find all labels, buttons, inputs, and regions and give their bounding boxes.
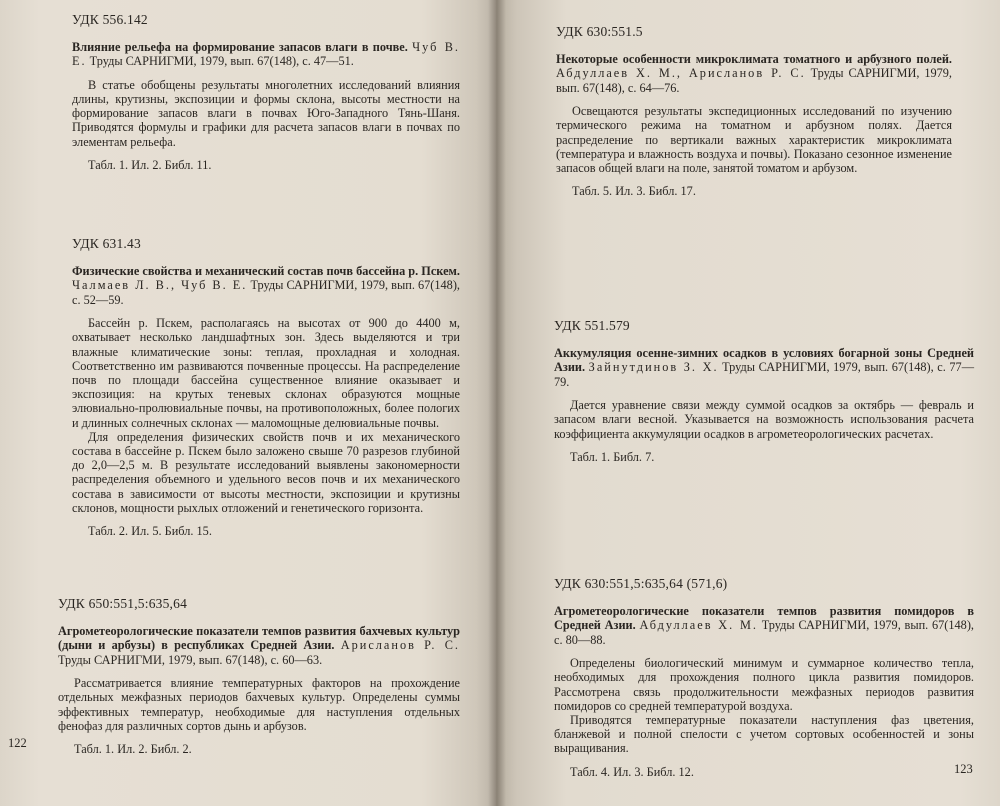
entry-refs: Табл. 2. Ил. 5. Библ. 15. — [88, 524, 212, 539]
entry-source: Труды САРНИГМИ, 1979, вып. 67(148), с. 80—88. — [554, 618, 975, 647]
entry-refs: Табл. 1. Библ. 7. — [570, 449, 655, 464]
entry-refs: Табл. 1. Ил. 2. Библ. 2. — [74, 742, 192, 757]
udc-code: УДК 650:551,5:635,64 — [58, 596, 188, 611]
book-gutter — [488, 0, 506, 806]
page-number: 122 — [8, 736, 27, 750]
page-number: 123 — [954, 762, 973, 776]
abstract-entry — [58, 596, 460, 757]
entry-heading — [58, 624, 460, 667]
abstract-entry — [554, 576, 974, 780]
entry-title: Влияние рельефа на формирование запасов влаги в почве. — [72, 40, 408, 54]
entry-source: Труды САРНИГМИ, 1979, вып. 67(148), с. 77—79. — [554, 360, 975, 389]
entry-source: Труды САРНИГМИ, 1979, вып. 67(148), с. 52—59. — [72, 278, 460, 307]
entry-refs: Табл. 5. Ил. 3. Библ. 17. — [572, 184, 696, 199]
entry-abstract: Для определения физических свойств почв и их механического состава в бассейне р. Пскем было заложено свыше 70 разрезов глубиной до 2,0—2,5 м. В результате исследований выявлены закономерности распределения объемного и удельного весов почв и их механического состава в зависимости от высоты местности, экспозиции и крутизны склонов, мощности рыхлых отложений и генетического горизонта. — [72, 429, 460, 515]
entry-authors: Зайнутдинов З. Х. — [588, 360, 719, 375]
right-page — [496, 0, 1000, 806]
entry-title: Аккумуляция осенне-зимних осадков в условиях богарной зоны Средней Азии. — [554, 346, 974, 375]
entry-authors: Арисланов Р. С. — [340, 638, 461, 653]
entry-authors: Абдуллаев Х. М., Арисланов Р. С. — [556, 66, 806, 81]
entry-refs: Табл. 4. Ил. 3. Библ. 12. — [570, 764, 694, 779]
udc-code: УДК 556.142 — [72, 12, 148, 27]
entry-abstract: Дается уравнение связи между суммой осадков за октябрь — февраль и запасом влаги весной. Указывается на возможность использования расчета коэффициента аккумуляции осадков в агрометеорологических расчетах. — [554, 398, 974, 441]
entry-abstract: Приводятся температурные показатели наступления фаз цветения, бланжевой и полной спелости с учетом сортовых особенностей и зоны выращивания. — [554, 713, 974, 756]
entry-abstract: Рассматривается влияние температурных факторов на прохождение отдельных межфазных периодов бахчевых культур. Определены суммы эффективных температур, необходимые для наступления отдельных фенофаз для различных сортов дынь и арбузов. — [58, 676, 460, 733]
entry-title: Агрометеорологические показатели темпов развития помидоров в Средней Азии. — [554, 604, 974, 633]
entry-source: Труды САРНИГМИ, 1979, вып. 67(148), с. 64—76. — [556, 66, 953, 95]
entry-authors: Абдуллаев Х. М. — [639, 618, 758, 633]
abstract-entry — [554, 318, 974, 465]
entry-source: Труды САРНИГМИ, 1979, вып. 67(148), с. 47—51. — [89, 54, 354, 69]
entry-heading — [72, 40, 460, 69]
udc-code: УДК 630:551.5 — [556, 24, 643, 39]
abstract-entry — [72, 12, 460, 173]
entry-abstract: Освещаются результаты экспедиционных исследований по изучению термического режима на томатном и арбузном полях. Дается распределение по вертикали важных характеристик микроклимата (температура и влажность воздуха и почвы). Показано сезонное изменение запасов общей влаги на поле, занятой томатом и арбузом. — [556, 104, 952, 176]
udc-code: УДК 631.43 — [72, 236, 141, 251]
entry-abstract: Бассейн р. Пскем, располагаясь на высотах от 900 до 4400 м, охватывает несколько ландшафтных зон. Здесь выделяются и три влажные климатические зоны: теплая, прохладная и холодная. Соответственно им развиваются почвенные процессы. На распределение почв по площади бассейна существенное влияние оказывает и экспозиция: на крутых теневых склонах образуются мощные элювиально-пролювиальные почвы, на противоположных, более пологих и длинных солнечных склонах — маломощные делювиальные почвы. — [72, 316, 460, 430]
udc-code: УДК 630:551,5:635,64 (571,6) — [554, 576, 728, 591]
entry-authors: Чалмаев Л. В., Чуб В. Е. — [72, 278, 248, 293]
abstract-entry — [556, 24, 952, 199]
entry-heading — [554, 346, 974, 389]
entry-heading — [554, 604, 974, 647]
entry-title: Физические свойства и механический состав почв бассейна р. Пскем. — [72, 264, 460, 278]
left-page — [0, 0, 496, 806]
entry-title: Некоторые особенности микроклимата томатного и арбузного полей. — [556, 52, 952, 66]
entry-title: Агрометеорологические показатели темпов развития бахчевых культур (дыни и арбузы) в республиках Средней Азии. — [58, 624, 460, 653]
entry-abstract: В статье обобщены результаты многолетних исследований влияния длины, крутизны, экспозиции и формы склона, высоты местности на формирование запасов влаги в почвах Юго-Западного Тянь-Шаня. Приводятся формулы и графики для расчета запасов влаги в почвах по элементам рельефа. — [72, 77, 460, 149]
entry-refs: Табл. 1. Ил. 2. Библ. 11. — [88, 157, 212, 172]
entry-abstract: Определены биологический минимум и суммарное количество тепла, необходимых для прохождения полного цикла развития помидоров. Рассмотрена связь продолжительности межфазных периодов развития помидоров со средней температурой воздуха. — [554, 656, 974, 713]
udc-code: УДК 551.579 — [554, 318, 630, 333]
entry-source: Труды САРНИГМИ, 1979, вып. 67(148), с. 60—63. — [58, 652, 323, 667]
entry-heading — [72, 264, 460, 307]
entry-heading — [556, 52, 952, 95]
abstract-entry — [72, 236, 460, 539]
entry-authors: Чуб В. Е. — [72, 40, 460, 69]
